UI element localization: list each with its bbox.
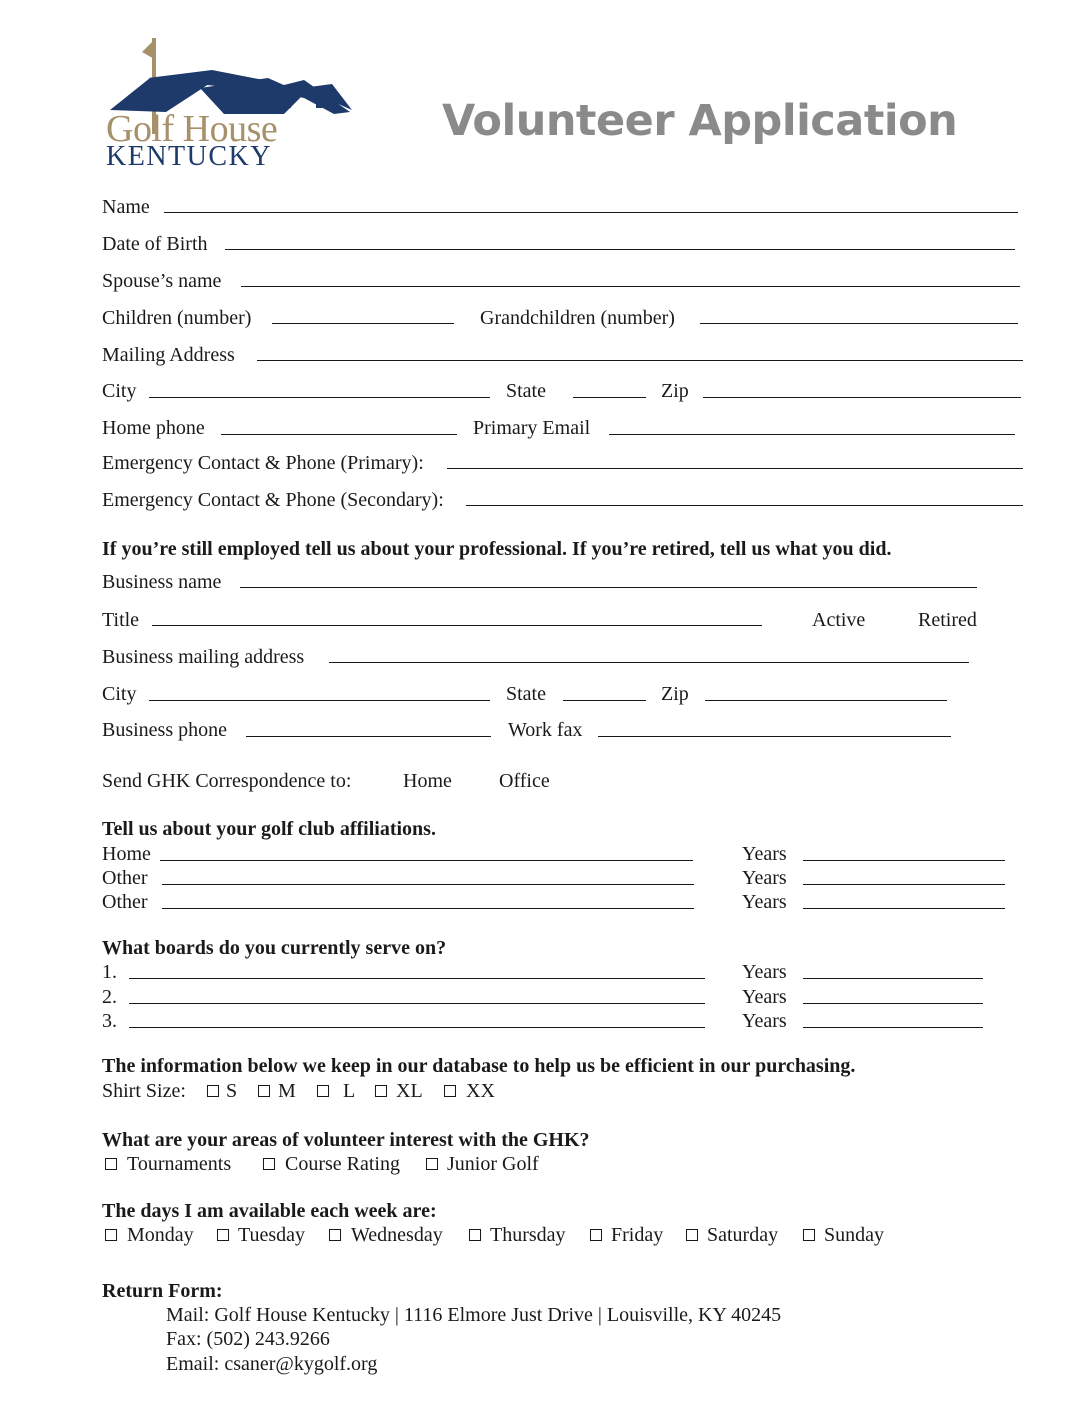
day-friday-label: Friday bbox=[611, 1224, 664, 1246]
board-field[interactable] bbox=[129, 978, 705, 979]
board-row-label: 3. bbox=[102, 1010, 117, 1032]
interest-course-rating-label: Course Rating bbox=[285, 1153, 400, 1175]
city-field[interactable] bbox=[149, 397, 490, 398]
spouse-label: Spouse’s name bbox=[102, 270, 222, 292]
active-option[interactable]: Active bbox=[812, 609, 866, 631]
business-address-label: Business mailing address bbox=[102, 646, 305, 668]
return-fax: Fax: (502) 243.9266 bbox=[166, 1328, 330, 1350]
state-label: State bbox=[506, 380, 546, 402]
job-title-label: Title bbox=[102, 609, 140, 631]
board-row-label: 1. bbox=[102, 961, 117, 983]
work-fax-field[interactable] bbox=[598, 736, 951, 737]
shirt-m-checkbox[interactable] bbox=[258, 1085, 270, 1097]
day-wednesday-label: Wednesday bbox=[351, 1224, 443, 1246]
boards-heading: What boards do you currently serve on? bbox=[102, 937, 447, 959]
golf-club-field[interactable] bbox=[160, 860, 693, 861]
day-saturday-checkbox[interactable] bbox=[686, 1229, 698, 1241]
return-mail: Mail: Golf House Kentucky | 1116 Elmore Just Drive | Louisville, KY 40245 bbox=[166, 1304, 782, 1326]
board-years-field[interactable] bbox=[803, 1003, 983, 1004]
logo-wordmark-bottom: KENTUCKY bbox=[106, 141, 272, 172]
golf-years-label: Years bbox=[742, 843, 787, 865]
day-sunday-label: Sunday bbox=[824, 1224, 884, 1246]
golf-years-field[interactable] bbox=[803, 884, 1005, 885]
shirt-xl-label: XL bbox=[396, 1080, 423, 1102]
dob-label: Date of Birth bbox=[102, 233, 208, 255]
board-field[interactable] bbox=[129, 1003, 705, 1004]
golf-years-label: Years bbox=[742, 891, 787, 913]
return-email[interactable]: Email: csaner@kygolf.org bbox=[166, 1353, 378, 1375]
interest-junior-golf-checkbox[interactable] bbox=[426, 1158, 438, 1170]
days-heading: The days I am available each week are: bbox=[102, 1200, 437, 1222]
day-sunday-checkbox[interactable] bbox=[803, 1229, 815, 1241]
day-tuesday-label: Tuesday bbox=[238, 1224, 306, 1246]
return-heading: Return Form: bbox=[102, 1280, 223, 1302]
mailing-address-label: Mailing Address bbox=[102, 344, 235, 366]
correspondence-office-option[interactable]: Office bbox=[499, 770, 550, 792]
shirt-s-label: S bbox=[226, 1080, 238, 1102]
retired-option[interactable]: Retired bbox=[918, 609, 977, 631]
business-state-field[interactable] bbox=[563, 700, 646, 701]
work-fax-label: Work fax bbox=[508, 719, 583, 741]
board-years-field[interactable] bbox=[803, 978, 983, 979]
business-address-field[interactable] bbox=[329, 662, 969, 663]
children-field[interactable] bbox=[272, 323, 454, 324]
mailing-address-field[interactable] bbox=[257, 360, 1023, 361]
board-years-label: Years bbox=[742, 986, 787, 1008]
day-saturday-label: Saturday bbox=[707, 1224, 779, 1246]
golf-years-label: Years bbox=[742, 867, 787, 889]
day-monday-label: Monday bbox=[127, 1224, 194, 1246]
emergency-primary-label: Emergency Contact & Phone (Primary): bbox=[102, 452, 424, 474]
email-label: Primary Email bbox=[473, 417, 591, 439]
day-monday-checkbox[interactable] bbox=[105, 1229, 117, 1241]
board-years-label: Years bbox=[742, 1010, 787, 1032]
day-tuesday-checkbox[interactable] bbox=[217, 1229, 229, 1241]
shirt-xl-checkbox[interactable] bbox=[375, 1085, 387, 1097]
correspondence-label: Send GHK Correspondence to: bbox=[102, 770, 352, 792]
city-label: City bbox=[102, 380, 137, 402]
purchasing-heading: The information below we keep in our database to help us be efficient in our purchasing. bbox=[102, 1055, 856, 1077]
grandchildren-field[interactable] bbox=[700, 323, 1018, 324]
interest-junior-golf-label: Junior Golf bbox=[447, 1153, 539, 1175]
shirt-xx-label: XX bbox=[466, 1080, 495, 1102]
day-friday-checkbox[interactable] bbox=[590, 1229, 602, 1241]
day-thursday-checkbox[interactable] bbox=[469, 1229, 481, 1241]
page-title: Volunteer Application bbox=[442, 96, 958, 146]
emergency-secondary-field[interactable] bbox=[466, 505, 1023, 506]
grandchildren-label: Grandchildren (number) bbox=[480, 307, 675, 329]
shirt-s-checkbox[interactable] bbox=[207, 1085, 219, 1097]
business-phone-field[interactable] bbox=[246, 736, 491, 737]
name-label: Name bbox=[102, 196, 150, 218]
spouse-field[interactable] bbox=[241, 286, 1020, 287]
shirt-xx-checkbox[interactable] bbox=[444, 1085, 456, 1097]
interest-tournaments-label: Tournaments bbox=[127, 1153, 232, 1175]
logo-wordmark-top: Golf House bbox=[106, 108, 278, 150]
email-field[interactable] bbox=[609, 434, 1015, 435]
golf-row-label: Home bbox=[102, 843, 151, 865]
dob-field[interactable] bbox=[225, 249, 1015, 250]
logo bbox=[104, 34, 358, 174]
job-title-field[interactable] bbox=[152, 625, 762, 626]
interests-heading: What are your areas of volunteer interest with the GHK? bbox=[102, 1129, 590, 1151]
state-field[interactable] bbox=[573, 397, 646, 398]
correspondence-home-option[interactable]: Home bbox=[403, 770, 452, 792]
board-years-label: Years bbox=[742, 961, 787, 983]
golf-club-field[interactable] bbox=[162, 908, 694, 909]
interest-course-rating-checkbox[interactable] bbox=[263, 1158, 275, 1170]
golf-row-label: Other bbox=[102, 867, 148, 889]
golf-heading: Tell us about your golf club affiliations. bbox=[102, 818, 436, 840]
emergency-secondary-label: Emergency Contact & Phone (Secondary): bbox=[102, 489, 444, 511]
golf-years-field[interactable] bbox=[803, 908, 1005, 909]
business-state-label: State bbox=[506, 683, 546, 705]
interest-tournaments-checkbox[interactable] bbox=[105, 1158, 117, 1170]
zip-label: Zip bbox=[661, 380, 689, 402]
home-phone-label: Home phone bbox=[102, 417, 205, 439]
business-name-label: Business name bbox=[102, 571, 222, 593]
business-city-field[interactable] bbox=[149, 700, 490, 701]
business-zip-label: Zip bbox=[661, 683, 689, 705]
business-zip-field[interactable] bbox=[705, 700, 947, 701]
business-name-field[interactable] bbox=[240, 587, 977, 588]
shirt-l-label: L bbox=[343, 1080, 356, 1102]
golf-row-label: Other bbox=[102, 891, 148, 913]
children-label: Children (number) bbox=[102, 307, 252, 329]
employment-heading: If you’re still employed tell us about your professional. If you’re retired, tell us what you did. bbox=[102, 538, 892, 560]
day-thursday-label: Thursday bbox=[490, 1224, 566, 1246]
board-field[interactable] bbox=[129, 1027, 705, 1028]
day-wednesday-checkbox[interactable] bbox=[329, 1229, 341, 1241]
name-field[interactable] bbox=[164, 212, 1018, 213]
zip-field[interactable] bbox=[703, 397, 1021, 398]
shirt-size-label: Shirt Size: bbox=[102, 1080, 186, 1102]
business-phone-label: Business phone bbox=[102, 719, 227, 741]
board-row-label: 2. bbox=[102, 986, 117, 1008]
golf-years-field[interactable] bbox=[803, 860, 1005, 861]
golf-club-field[interactable] bbox=[162, 884, 694, 885]
board-years-field[interactable] bbox=[803, 1027, 983, 1028]
home-phone-field[interactable] bbox=[221, 434, 457, 435]
emergency-primary-field[interactable] bbox=[447, 468, 1023, 469]
business-city-label: City bbox=[102, 683, 137, 705]
shirt-m-label: M bbox=[278, 1080, 296, 1102]
shirt-l-checkbox[interactable] bbox=[317, 1085, 329, 1097]
